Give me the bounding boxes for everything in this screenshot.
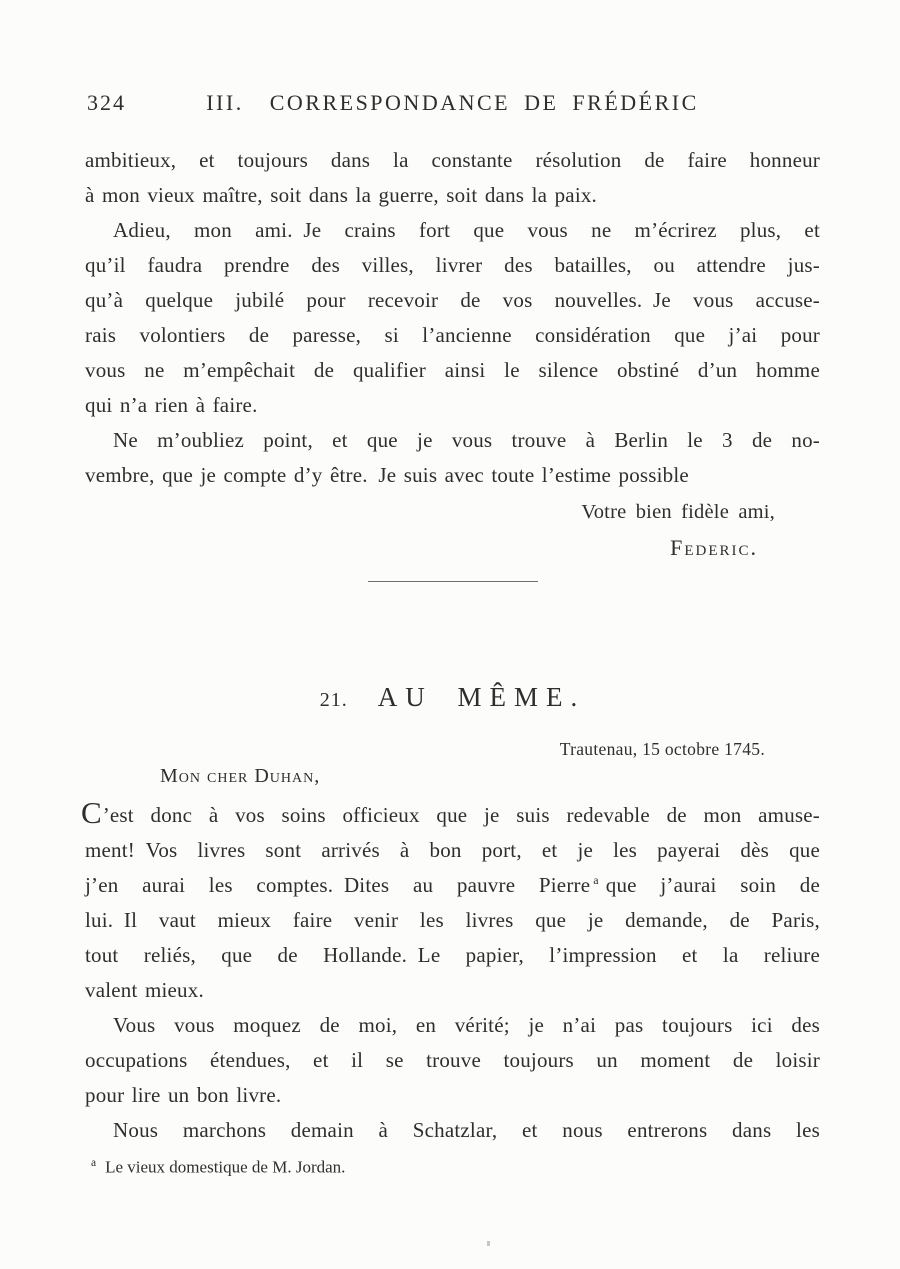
closing-line: Votre bien fidèle ami,	[581, 501, 775, 523]
letter-number: 21.	[319, 689, 348, 711]
text-line: Ne m’oubliez point, et que je vous trouve à Berlin le 3 de no-	[113, 428, 820, 452]
text-line	[81, 795, 820, 833]
letter-20-body	[85, 143, 820, 563]
text-line: à mon vieux maître, soit dans la guerre, soit dans la paix.	[85, 183, 598, 207]
text-line: rais volontiers de paresse, si l’ancienne considération que j’ai pour	[85, 323, 820, 347]
drop-cap-initial: C	[81, 795, 103, 830]
text-line: qu’à quelque jubilé pour recevoir de vos nouvelles. Je vous accuse-	[85, 288, 820, 312]
text-line: qui n’a rien à faire.	[85, 393, 258, 417]
text-line: Nous marchons demain à Schatzlar, et nous entrerons dans les	[113, 1118, 820, 1142]
text-line: valent mieux.	[85, 978, 204, 1002]
header-title-text: CORRESPONDANCE DE FRÉDÉRIC	[269, 90, 699, 115]
paragraph	[85, 213, 820, 423]
dateline: Trautenau, 15 octobre 1745.	[559, 739, 765, 759]
text-line: pour lire un bon livre.	[85, 1083, 282, 1107]
letter-21-body	[81, 795, 820, 1148]
text-line: vembre, que je compte d’y être. Je suis avec toute l’estime possible	[85, 463, 689, 487]
text-line: vous ne m’empêchait de qualifier ainsi le silence obstiné d’un homme	[85, 358, 820, 382]
salutation: Mon cher Duhan,	[160, 765, 321, 787]
footnote-marker: a	[91, 1157, 97, 1169]
running-header	[85, 90, 820, 120]
text-line: qu’il faudra prendre des villes, livrer des batailles, ou attendre jus-	[85, 253, 820, 277]
text-line: ambitieux, et toujours dans la constante résolution de faire honneur	[85, 148, 820, 172]
footnote-text: Le vieux domestique de M. Jordan.	[105, 1157, 346, 1177]
signature-block	[85, 497, 820, 563]
letter-title: AU MÊME.	[377, 682, 586, 712]
paragraph	[85, 1008, 820, 1113]
paragraph	[85, 1113, 820, 1148]
text-line: Adieu, mon ami. Je crains fort que vous ne m’écrirez plus, et	[113, 218, 820, 242]
text-line: tout reliés, que de Hollande. Le papier, l’impression et la reliure	[85, 943, 820, 967]
footnote	[85, 1150, 820, 1181]
scan-artifact	[487, 1241, 490, 1246]
text-segment: j’en aurai les comptes. Dites au pauvre Pierre	[85, 873, 591, 897]
letter-heading	[85, 682, 820, 718]
header-title	[85, 90, 820, 116]
text-column	[81, 0, 820, 1181]
text-segment: que j’aurai soin de	[605, 873, 820, 897]
opening-paragraph	[81, 795, 820, 1008]
header-section-number: III.	[206, 90, 244, 115]
text-line: lui. Il vaut mieux faire venir les livres que je demande, de Paris,	[85, 908, 820, 932]
paragraph	[85, 423, 820, 493]
section-divider-rule	[368, 581, 538, 582]
text-line: occupations étendues, et il se trouve toujours un moment de loisir	[85, 1048, 820, 1072]
footnote-reference: a	[593, 873, 599, 887]
paragraph	[85, 143, 820, 213]
text-line: ment! Vos livres sont arrivés à bon port, et je les payerai dès que	[85, 838, 820, 862]
signature: Federic.	[670, 535, 758, 560]
text-line	[85, 868, 820, 903]
text-line: Vous vous moquez de moi, en vérité; je n’ai pas toujours ici des	[113, 1013, 820, 1037]
page-number: 324	[87, 90, 126, 115]
text-segment: ’est donc à vos soins officieux que je suis redevable de mon amuse-	[102, 803, 820, 827]
